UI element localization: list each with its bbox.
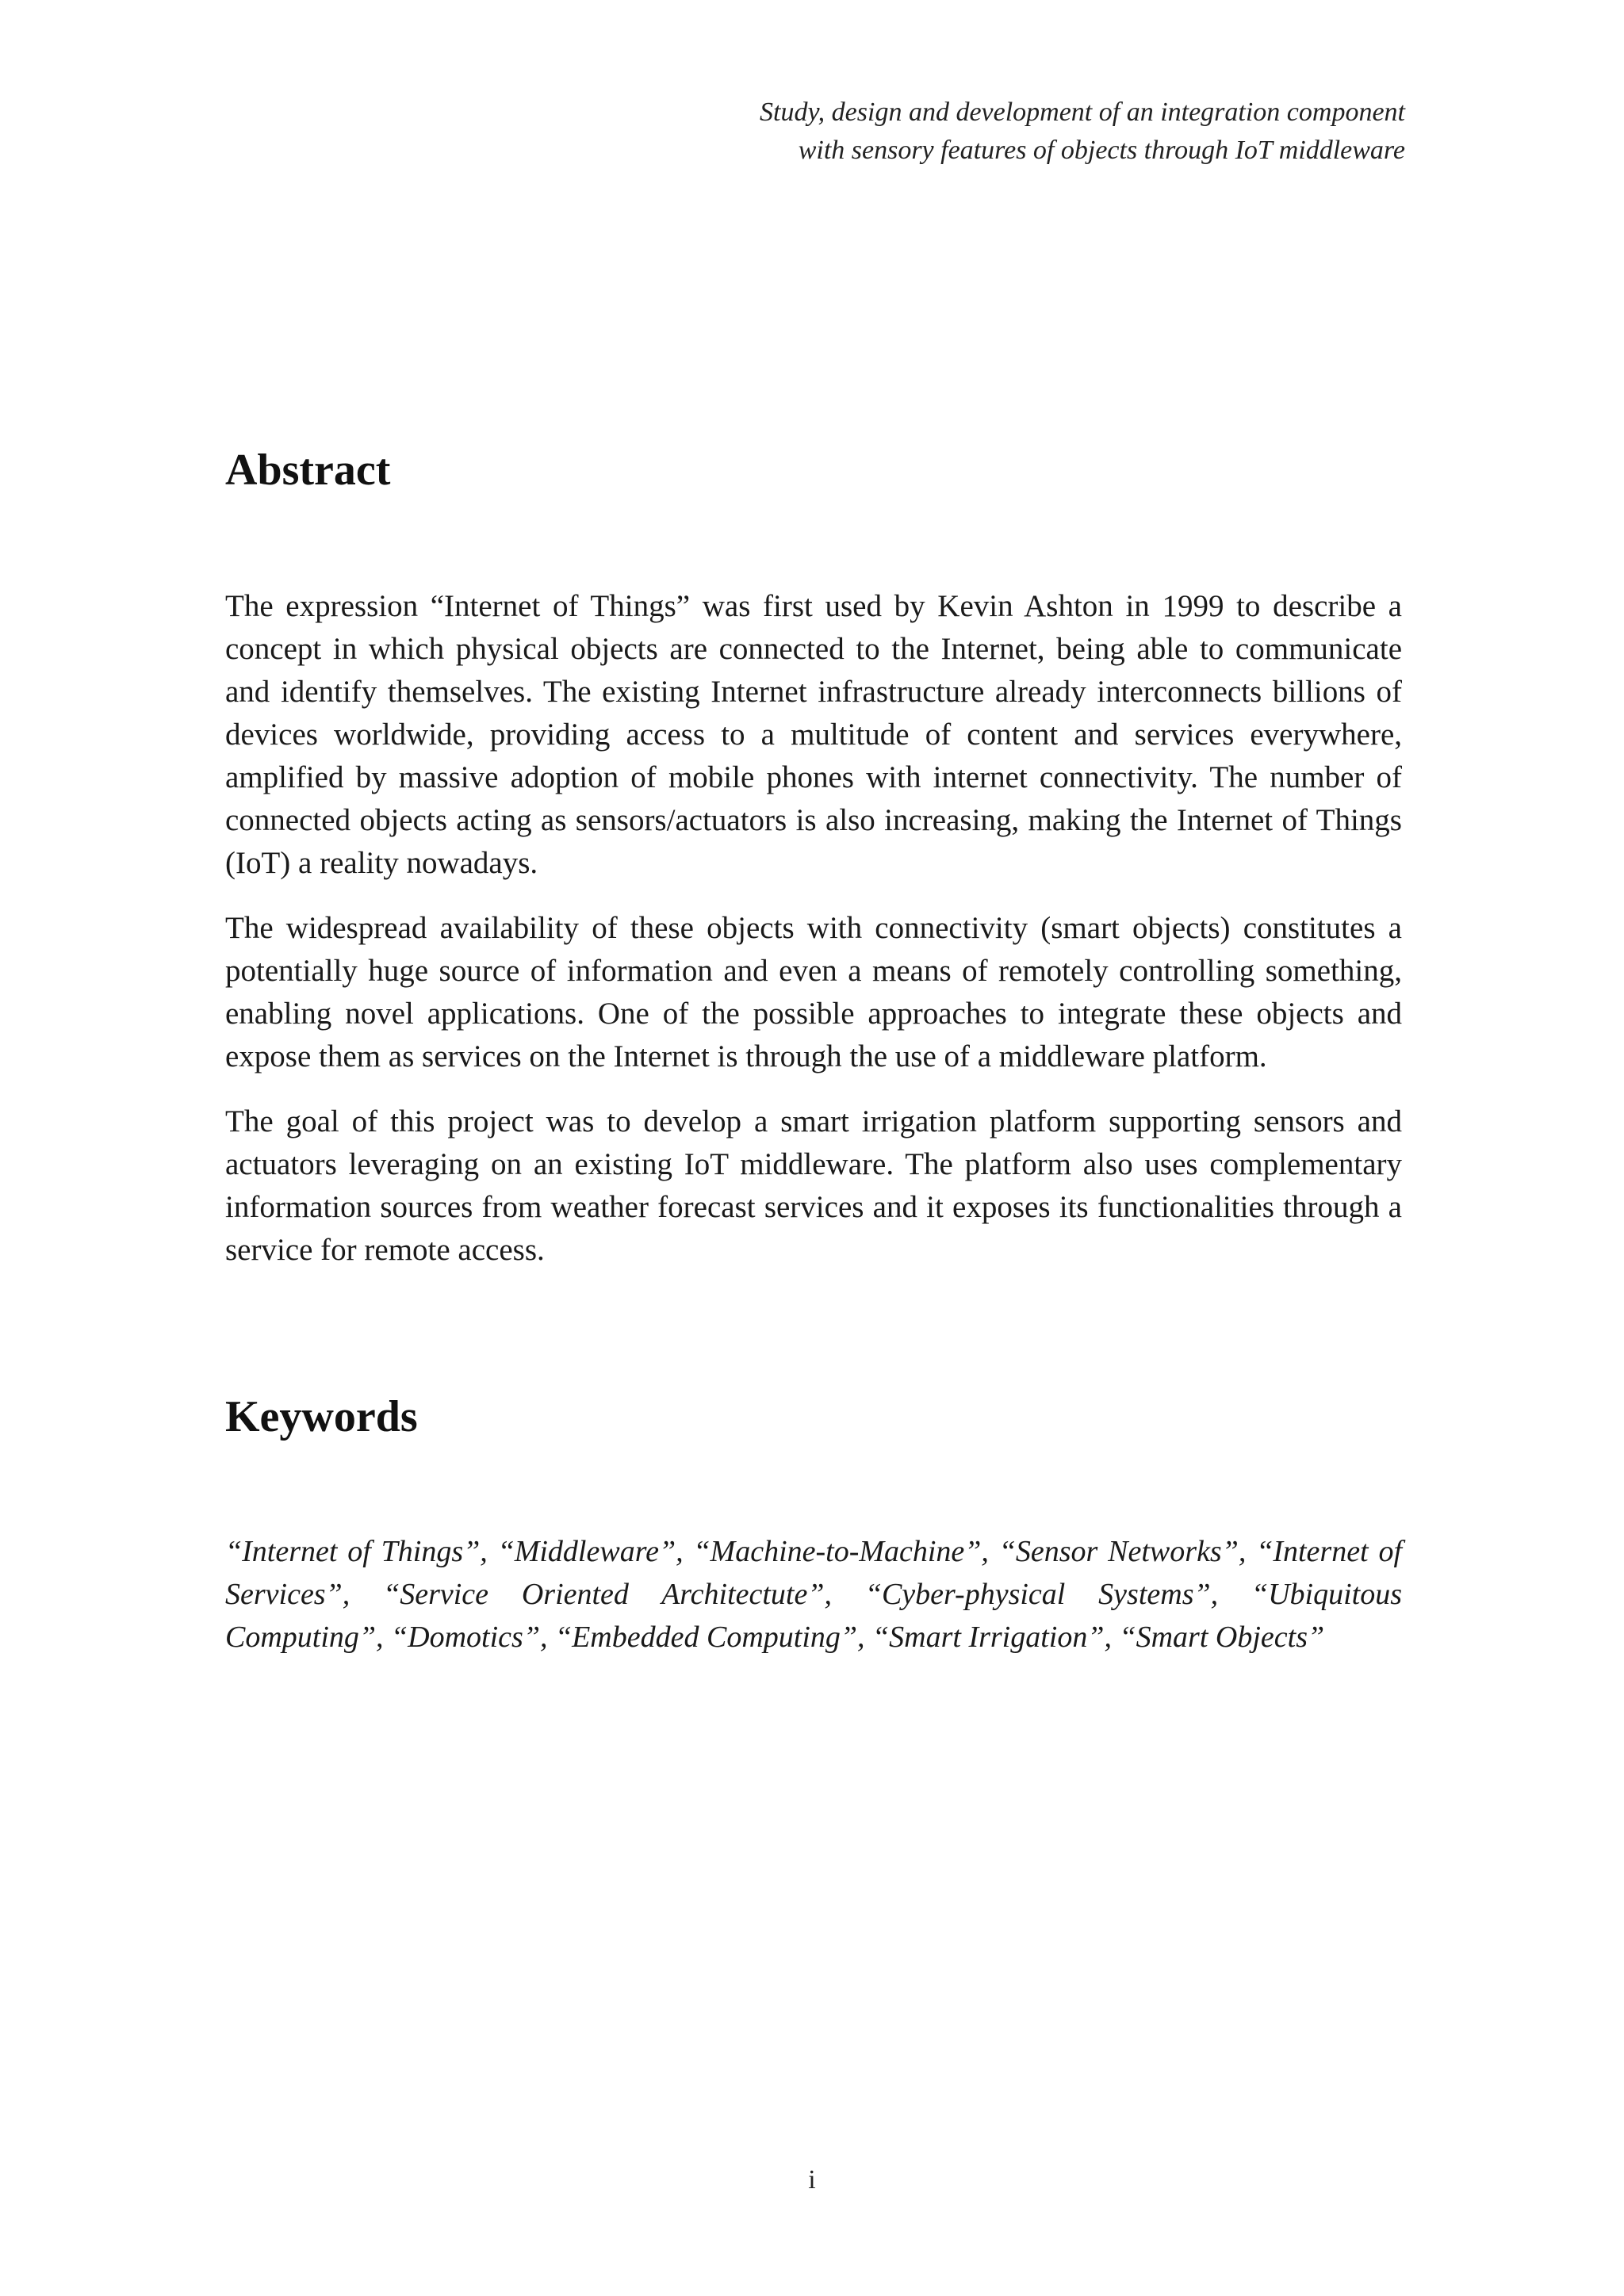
abstract-heading: Abstract [225,446,391,495]
abstract-paragraph-3: The goal of this project was to develop a smart irrigation platform supporting sensors and actuators leveraging on an existing IoT middleware. The platform also uses complementary information sources from weather forecast services and it exposes its functionalities through a service for remote access. [225,1104,1402,1267]
keywords-body [225,1530,1402,1659]
keywords-heading: Keywords [225,1392,418,1441]
page-number: i [808,2165,816,2195]
abstract-paragraph-1: The expression “Internet of Things” was first used by Kevin Ashton in 1999 to describe a concept in which physical objects are connected to the Internet, being able to communicate and identify themselves. The existing Internet infrastructure already interconnects billions of devices worldwide, providing access to a multitude of content and services everywhere, amplified by massive adoption of mobile phones with internet connectivity. The number of connected objects acting as sensors/actuators is also increasing, making the Internet of Things (IoT) a reality nowadays. [225,589,1402,880]
keywords-list: “Internet of Things”, “Middleware”, “Machine-to-Machine”, “Sensor Networks”, “Internet of Services”, “Service Oriented Architectute”, “Cyber-physical Systems”, “Ubiquitous Computing”, “Domotics”, “Embedded Computing”, “Smart Irrigation”, “Smart Objects” [225,1535,1402,1654]
running-header [533,94,1405,170]
running-header-line-1: Study, design and development of an integration component [760,98,1405,127]
abstract-paragraph-2: The widespread availability of these objects with connectivity (smart objects) constitutes a potentially huge source of information and even a means of remotely controlling something, enabling novel applications. One of the possible approaches to integrate these objects and expose them as services on the Internet is through the use of a middleware platform. [225,911,1402,1073]
abstract-body [225,585,1402,1294]
running-header-line-2: with sensory features of objects through IoT middleware [798,136,1405,165]
